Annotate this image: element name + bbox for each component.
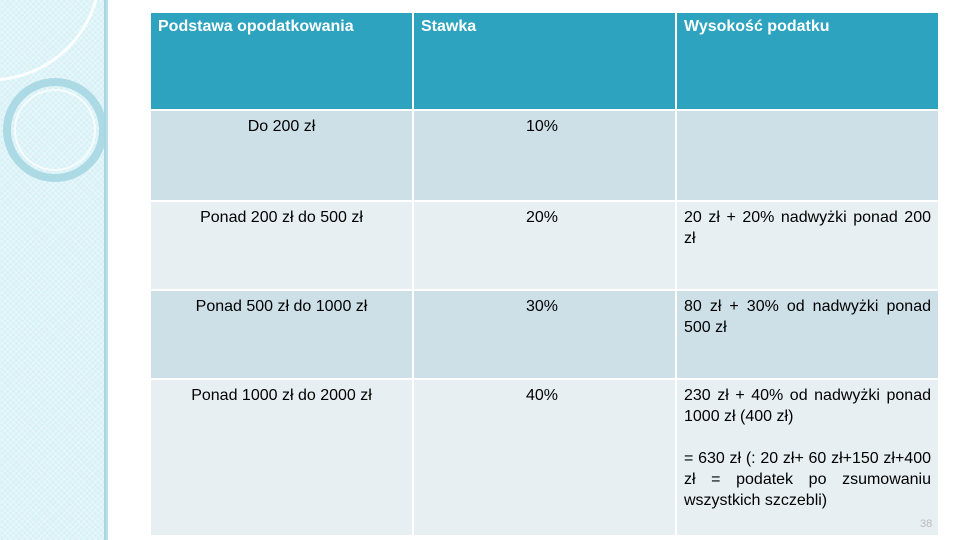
cell-base: Ponad 500 zł do 1000 zł [151, 290, 413, 379]
cell-base: Ponad 1000 zł do 2000 zł [151, 379, 413, 536]
cell-base: Ponad 200 zł do 500 zł [151, 201, 413, 290]
header-rate: Stawka [413, 13, 676, 110]
cell-base: Do 200 zł [151, 110, 413, 201]
decorative-side-strip [0, 0, 108, 540]
cell-tax-note: = 630 zł (: 20 zł+ 60 zł+150 zł+400 zł = podatek po zsumowaniu wszystkich szczebli) [684, 450, 931, 509]
table-row [151, 110, 938, 201]
table-header-row [151, 13, 938, 110]
cell-rate: 10% [413, 110, 676, 201]
cell-rate: 20% [413, 201, 676, 290]
tax-rate-table [151, 13, 938, 537]
cell-tax-text: 230 zł + 40% od nadwyżki ponad 1000 zł (400 zł) [684, 387, 931, 425]
page-number: 38 [920, 518, 933, 530]
cell-tax: 20 zł + 20% nadwyżki ponad 200 zł [676, 201, 938, 290]
decorative-circles-icon [0, 0, 106, 540]
cell-tax [676, 110, 938, 201]
cell-tax [676, 379, 938, 536]
table-row [151, 201, 938, 290]
header-tax: Wysokość podatku [676, 13, 938, 110]
side-strip-border [104, 0, 106, 540]
cell-rate: 40% [413, 379, 676, 536]
table-row [151, 379, 938, 536]
cell-rate: 30% [413, 290, 676, 379]
cell-tax: 80 zł + 30% od nadwyżki ponad 500 zł [676, 290, 938, 379]
header-base: Podstawa opodatkowania [151, 13, 413, 110]
table-row [151, 290, 938, 379]
